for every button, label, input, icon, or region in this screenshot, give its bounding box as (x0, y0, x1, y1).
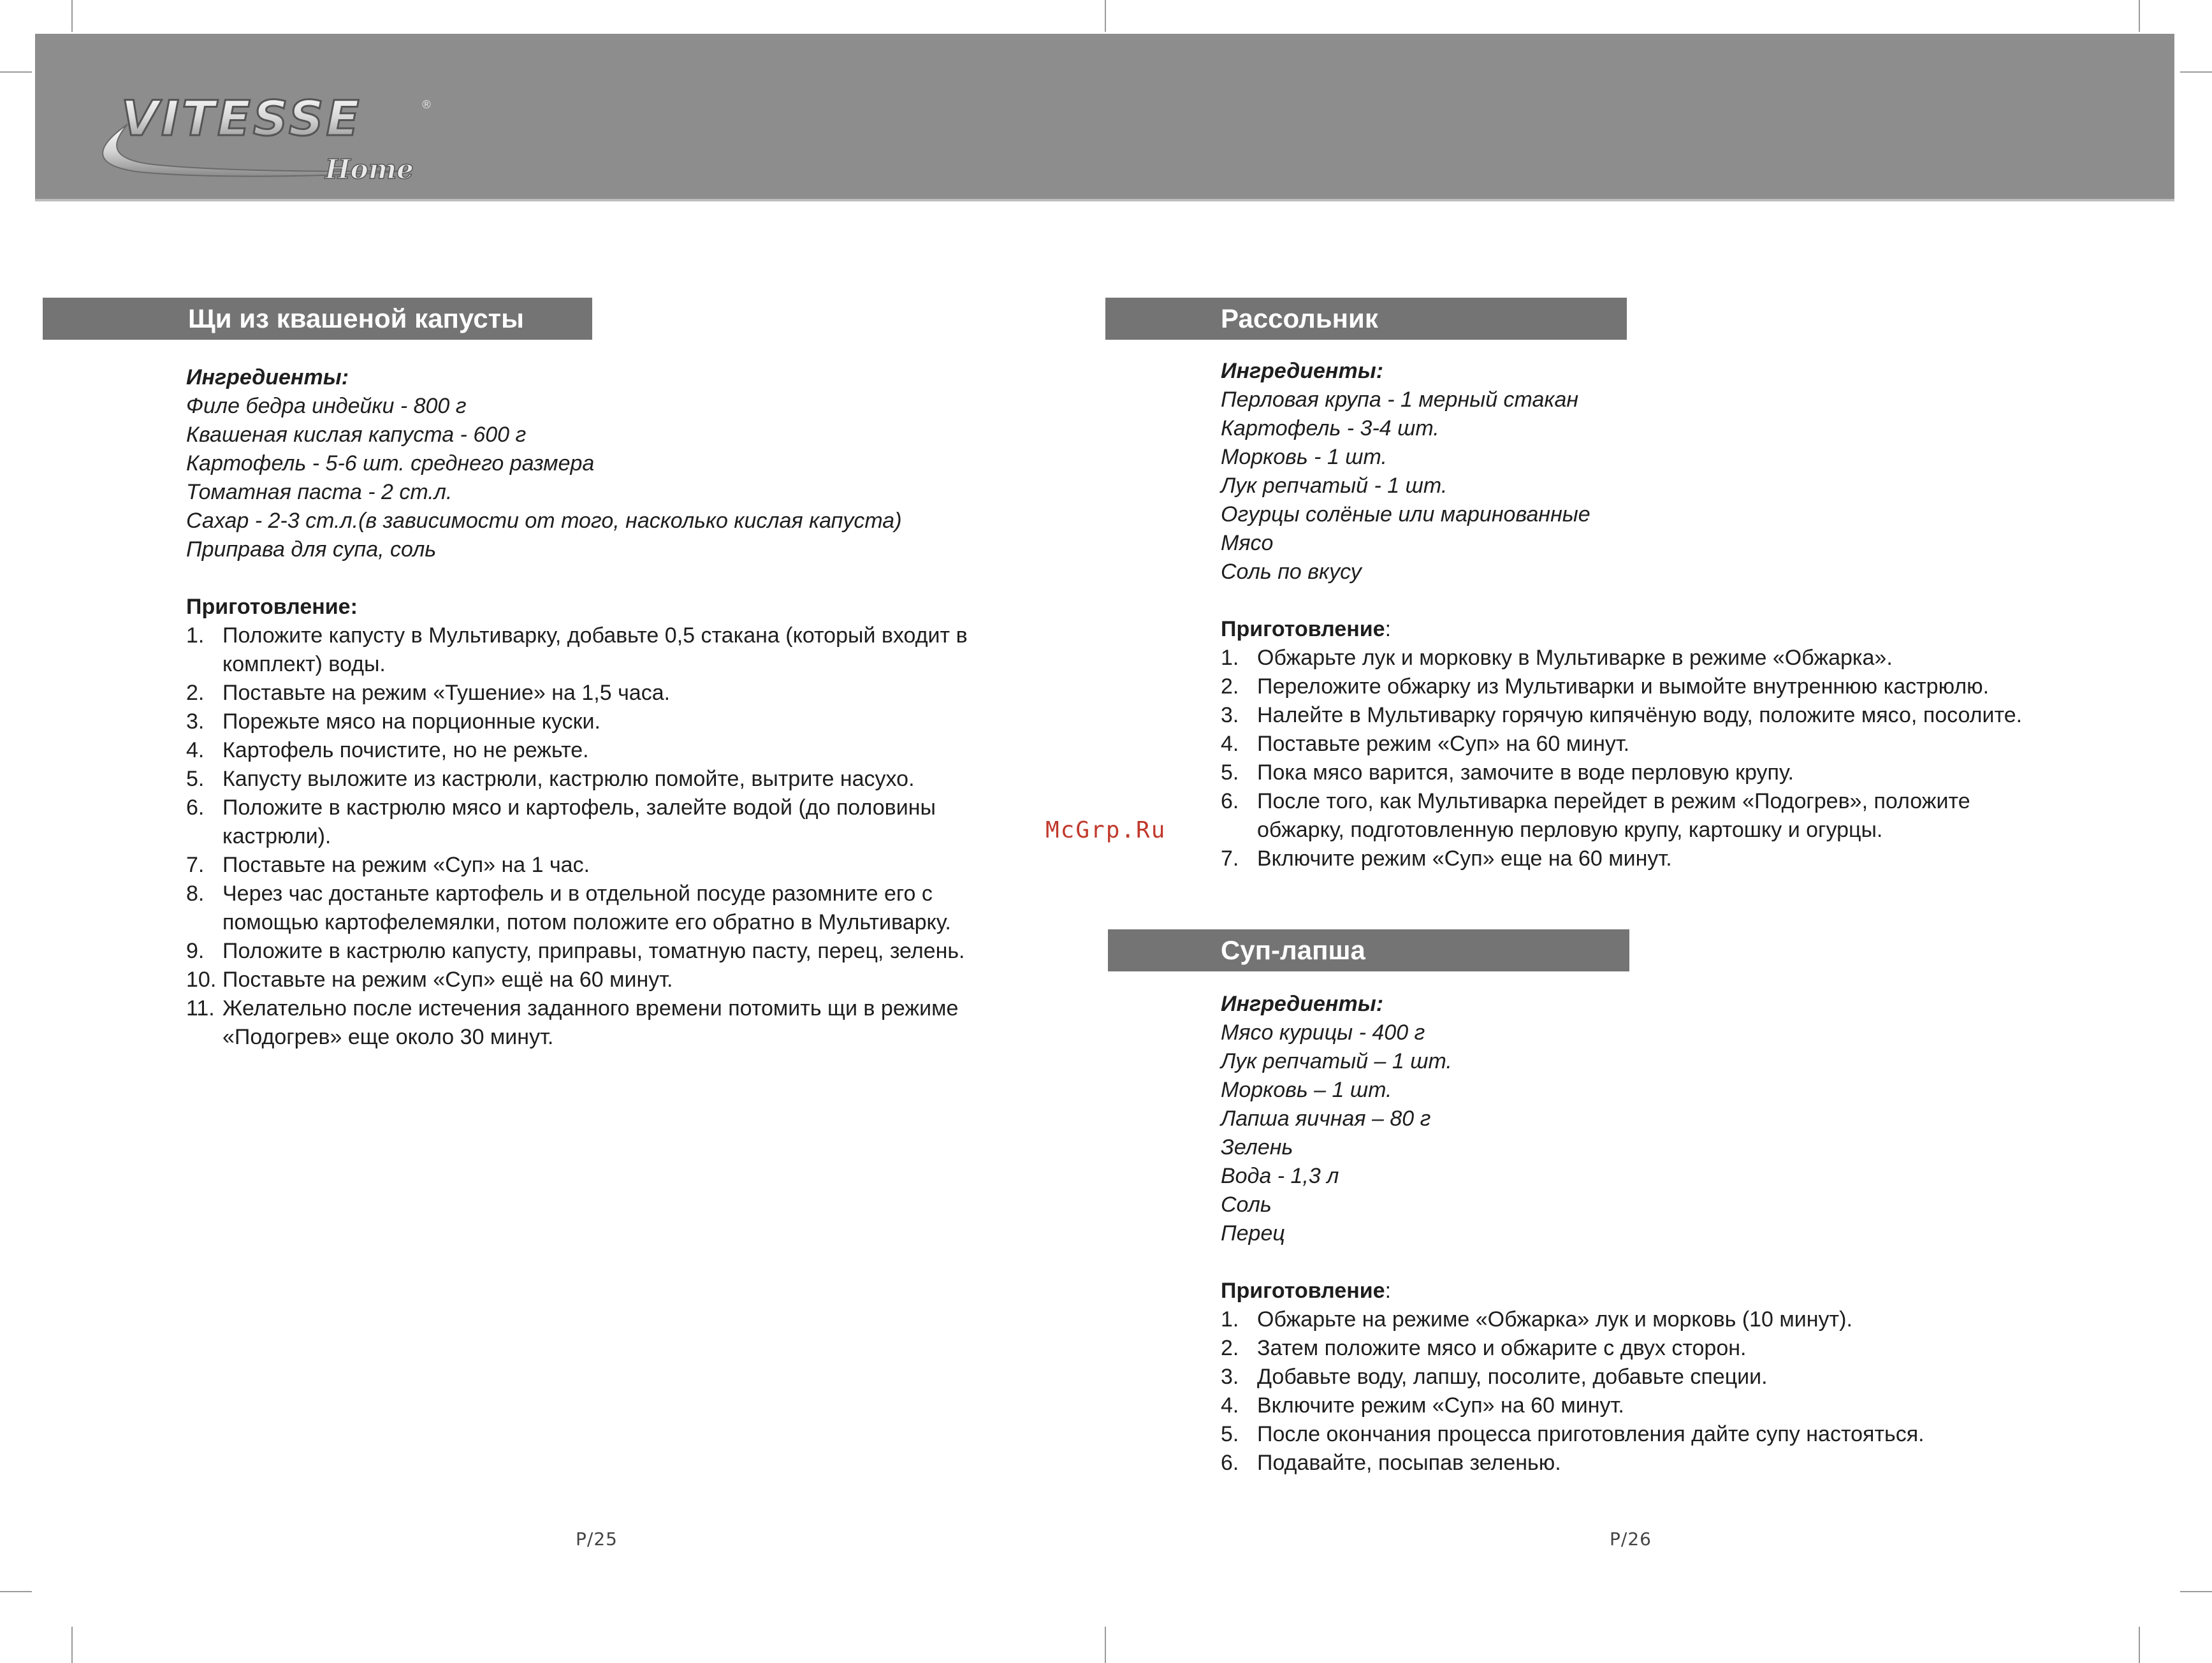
section-bar-lapsha (1108, 929, 1629, 971)
step-item: 4. Поставьте режим «Суп» на 60 минут. (1221, 732, 1630, 756)
step-item: 5. Капусту выложите из кастрюли, кастрюлю помойте, вытрите насухо. (186, 767, 915, 791)
preparation-title: Приготовление: (1221, 1279, 1392, 1303)
recipe-lapsha (1221, 990, 2113, 1478)
step-item: 3. Добавьте воду, лапшу, посолите, добавьте специи. (1221, 1365, 1768, 1389)
step-item: 7. Включите режим «Суп» еще на 60 минут. (1221, 846, 1672, 871)
crop-mark (2139, 1627, 2140, 1663)
step-item: 1. Обжарьте лук и морковку в Мультиварке в режиме «Обжарка». (1221, 646, 1893, 670)
step-item: 5. После окончания процесса приготовления дайте супу настояться. (1221, 1422, 1925, 1446)
crop-mark (2139, 0, 2140, 32)
step-item: 1. Положите капусту в Мультиварку, добавьте 0,5 стакана (который входит в комплект) воды. (186, 623, 968, 676)
step-item: 3. Налейте в Мультиварку горячую кипячёную воду, положите мясо, посолите. (1221, 703, 2023, 727)
ingredient-item: Картофель - 3-4 шт. (1221, 416, 1439, 440)
preparation-title: Приготовление: (186, 595, 358, 619)
ingredient-item: Мясо (1221, 531, 1274, 555)
ingredient-item: Морковь - 1 шт. (1221, 445, 1387, 469)
section-title: Рассольник (1221, 303, 1378, 333)
step-list (186, 621, 1015, 1052)
ingredient-item: Картофель - 5-6 шт. среднего размера (186, 451, 595, 476)
ingredient-item: Приправа для супа, соль (186, 537, 437, 562)
crop-mark (1105, 1627, 1106, 1663)
step-item: 2. Затем положите мясо и обжарите с двух сторон. (1221, 1336, 1747, 1360)
crop-mark (0, 1591, 32, 1592)
ingredient-list (1221, 1019, 2113, 1248)
step-item: 6. Подавайте, посыпав зеленью. (1221, 1451, 1561, 1475)
ingredient-list (1221, 386, 2113, 586)
step-item: 6. Положите в кастрюлю мясо и картофель, залейте водой (до половины кастрюли). (186, 795, 936, 848)
logo-text: VITESSE (121, 90, 362, 147)
recipe-rassolnik (1221, 357, 2113, 873)
step-item: 1. Обжарьте на режиме «Обжарка» лук и морковь (10 минут). (1221, 1307, 1852, 1332)
step-item: 11. Желательно после истечения заданного времени потомить щи в режиме «Подогрев» еще около 30 минут. (186, 996, 959, 1049)
ingredient-item: Перец (1221, 1221, 1285, 1245)
crop-mark (2180, 1591, 2212, 1592)
ingredient-list (186, 392, 1015, 564)
ingredient-item: Лапша яичная – 80 г (1221, 1107, 1431, 1131)
step-item: 10. Поставьте на режим «Суп» ещё на 60 минут. (186, 968, 673, 992)
step-item: 4. Картофель почистите, но не режьте. (186, 738, 589, 762)
crop-mark (1105, 0, 1106, 32)
ingredients-title: Ингредиенты: (186, 365, 349, 389)
crop-mark (2180, 71, 2212, 73)
step-item: 2. Переложите обжарку из Мультиварки и вымойте внутреннюю кастрюлю. (1221, 674, 1990, 699)
ingredient-item: Филе бедра индейки - 800 г (186, 394, 467, 418)
ingredient-item: Мясо курицы - 400 г (1221, 1020, 1425, 1045)
step-list (1221, 1305, 2113, 1478)
ingredient-item: Зелень (1221, 1135, 1293, 1159)
step-item: 9. Положите в кастрюлю капусту, приправы, томатную пасту, перец, зелень. (186, 939, 965, 963)
vitesse-logo (83, 64, 440, 191)
ingredients-title: Ингредиенты: (1221, 359, 1384, 383)
ingredient-item: Лук репчатый - 1 шт. (1221, 474, 1448, 498)
section-title: Суп-лапша (1221, 935, 1365, 965)
preparation-title: Приготовление: (1221, 617, 1392, 641)
watermark: McGrp.Ru (1045, 817, 1167, 843)
section-bar-rassolnik (1105, 298, 1627, 340)
ingredient-item: Лук репчатый – 1 шт. (1221, 1049, 1452, 1073)
ingredient-item: Томатная паста - 2 ст.л. (186, 480, 453, 504)
ingredient-item: Перловая крупа - 1 мерный стакан (1221, 388, 1579, 412)
ingredient-item: Огурцы солёные или маринованные (1221, 502, 1590, 526)
ingredients-title: Ингредиенты: (1221, 992, 1384, 1016)
crop-mark (71, 0, 73, 32)
crop-mark (0, 71, 32, 73)
step-item: 7. Поставьте на режим «Суп» на 1 час. (186, 853, 590, 877)
page-number-right: P/26 (1610, 1529, 1652, 1550)
ingredient-item: Соль по вкусу (1221, 560, 1362, 584)
section-title: Щи из квашеной капусты (188, 303, 525, 333)
step-list (1221, 644, 2113, 873)
crop-mark (71, 1627, 73, 1663)
page-number-left: P/25 (576, 1529, 618, 1550)
step-item: 5. Пока мясо варится, замочите в воде перловую крупу. (1221, 760, 1794, 785)
svg-text:®: ® (421, 98, 432, 112)
logo-sub: Home (325, 154, 414, 185)
ingredient-item: Сахар - 2-3 ст.л.(в зависимости от того, насколько кислая капуста) (186, 509, 902, 533)
ingredient-item: Морковь – 1 шт. (1221, 1078, 1392, 1102)
step-item: 8. Через час достаньте картофель и в отдельной посуде разомните его с помощью картофелемялки, потом положите его обратно в Мультиварку. (186, 882, 951, 934)
ingredient-item: Соль (1221, 1193, 1272, 1217)
step-item: 6. После того, как Мультиварка перейдет в режим «Подогрев», положите обжарку, подготовленную перловую крупу, картошку и огурцы. (1221, 789, 1970, 842)
section-bar-shchi (43, 298, 592, 340)
step-item: 3. Порежьте мясо на порционные куски. (186, 709, 600, 734)
step-item: 2. Поставьте на режим «Тушение» на 1,5 часа. (186, 681, 671, 705)
step-item: 4. Включите режим «Суп» на 60 минут. (1221, 1393, 1624, 1418)
recipe-shchi (186, 363, 1015, 1052)
ingredient-item: Квашеная кислая капуста - 600 г (186, 423, 527, 447)
ingredient-item: Вода - 1,3 л (1221, 1164, 1339, 1188)
